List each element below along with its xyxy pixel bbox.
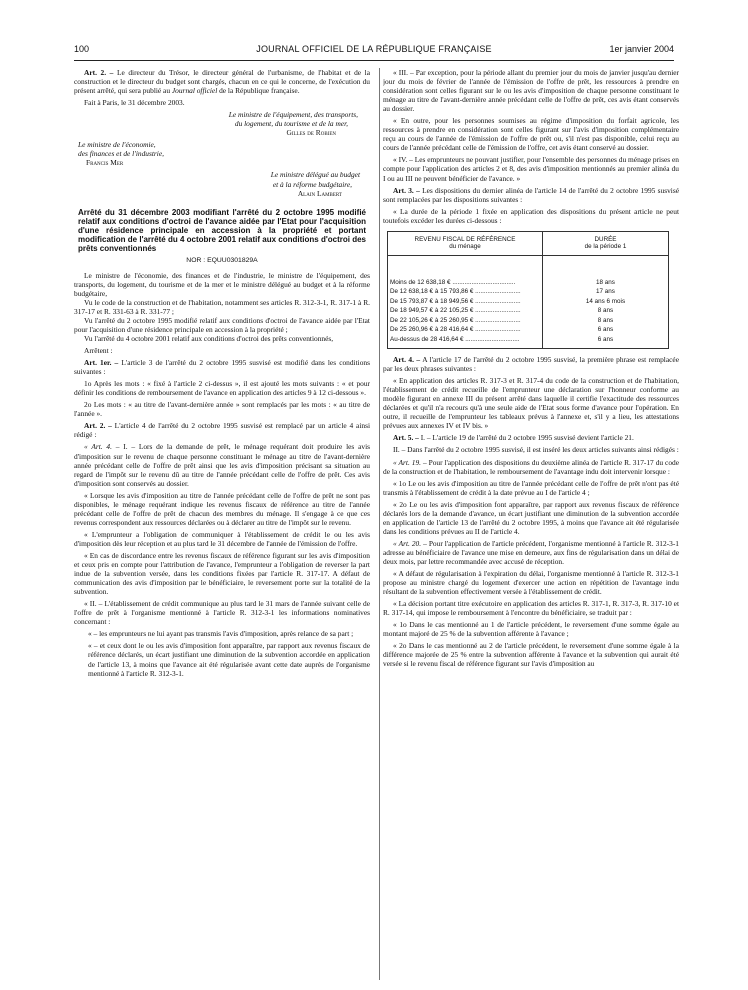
article-4-para-iii: « III. – Par exception, pour la période allant du premier jour du mois de janvier jusqu'au dernier jour du mois de février de l'année de l'émission de l'offre de prêt, les ressources à prendre en considération sont celles figurant sur le ou les avis d'imposition de chaque personne constituant le ménage au titre de l'avant-dernière année précédant celle de l'offre de prêt, ces avis étant conservés au dossier. (383, 68, 679, 114)
journal-title: JOURNAL OFFICIEL DE LA RÉPUBLIQUE FRANÇAISE (256, 44, 492, 54)
table-header-revenue: REVENU FISCAL DE RÉFÉRENCE du ménage (388, 231, 543, 255)
nor-reference: NOR : EQUU0301829A (186, 256, 258, 264)
table-row: De 25 260,96 € à 28 416,64 € .......................... 6 ans (388, 325, 669, 335)
article-4-para-3: « L'emprunteur a l'obligation de communiquer à l'établissement de crédit le ou les avis d'imposition dès leur réception et au plus tard le 31 décembre de l'année de l'émission de l'offre. (74, 529, 370, 548)
page-header (74, 44, 674, 58)
table-row: Au-dessus de 28 416,64 € ............................... 6 ans (388, 335, 669, 349)
article-5: Art. 5. – I. – L'article 19 de l'arrêté du 2 octobre 1995 susvisé devient l'article 21. (393, 433, 634, 443)
signature-block-1: Le ministre de l'équipement, des transports, du logement, du tourisme et de la mer, Gilles de Robien (228, 110, 358, 138)
signature-block-2: Le ministre de l'économie, des finances et de l'industrie, Francis Mer (78, 140, 164, 168)
signature-block-3: Le ministre délégué au budget et à la réforme budgétaire, Alain Lambert (270, 170, 360, 198)
article-4-para: « En application des articles R. 317-3 et R. 317-4 du code de la construction et de l'habitation, l'établissement de crédit recueille de l'emprunteur une déclaration sur l'honneur conforme au modèle figurant en annexe III du présent arrêté dans laquelle il certifie l'exactitude des ressources déclarées et qu'il n'a recours qu'à une seule aide de l'Etat sous forme d'avance pour l'opération. En outre, il recueille de l'emprunteur les tableaux prévus à l'annexe et, s'il y a lieu, les attestations prévues aux annexes IV et IV bis. » (383, 376, 679, 431)
issue-date: 1er janvier 2004 (609, 44, 674, 54)
article-3: Art. 3. – Les dispositions du dernier alinéa de l'article 14 de l'arrêté du 2 octobre 1995 susvisé sont remplacées par les dispositions suivantes : (383, 185, 679, 204)
article-4-para-2: « Lorsque les avis d'imposition au titre de l'année précédant celle de l'offre de prêt ne sont pas disponibles, le ménage requérant indique les revenus fiscaux de référence au titre de l'année précédant celle de l'offre de prêt de chacun des membres du ménage. Il s'engage à ce que ces revenus correspondent aux ressources déclarées ou à déclarer au titre de l'impôt sur le revenu. (74, 490, 370, 527)
article-5-para-ii: II. – Dans l'arrêté du 2 octobre 1995 susvisé, il est inséré les deux articles suivants ainsi rédigés : (393, 445, 679, 455)
right-column (383, 68, 679, 983)
list-item: « – les emprunteurs ne lui ayant pas transmis l'avis d'imposition, après relance de sa part ; (88, 629, 354, 639)
article-1: Art. 1er. – L'article 3 de l'arrêté du 2 octobre 1995 susvisé est modifié dans les conditions suivantes : (74, 358, 370, 377)
article-4-para-5: « II. – L'établissement de crédit communique au plus tard le 31 mars de l'année suivant celle de l'offre de prêt à l'organisme mentionné à l'article R. 312-3-1 les informations nominatives concernant : (74, 599, 370, 627)
arretent: Arrêtent : (84, 346, 113, 356)
article-19-item-2: « 2o Le ou les avis d'imposition font apparaître, par rapport aux revenus fiscaux de référence déclarés lors de la demande d'avance, un écart justifiant une diminution de la subvention accordée en application de l'article 13 de l'arrêté du 2 octobre 1995, à moins que l'avance ait été régularisée dans les conditions prévues au II de l'article 4. (383, 499, 679, 536)
article-4-new: « Art. 4. – I. – Lors de la demande de prêt, le ménage requérant doit produire les avis d'imposition sur le revenu de chaque personne constituant le ménage au titre de l'avant-dernière année précédant celle de l'offre de prêt ainsi que les avis d'imposition précisant sa situation au regard de l'impôt sur le revenu dû au titre de l'année précédant celle de l'offre de prêt. Ces avis d'imposition sont conservés au dossier. (74, 442, 370, 488)
article-4-para-iv: « IV. – Les emprunteurs ne pouvant justifier, pour l'ensemble des personnes du ménage prises en compte pour l'application des articles 2 et 8, des avis d'imposition mentionnés au premier alinéa du I ou au III ne peuvent bénéficier de l'avance. » (383, 155, 679, 183)
visa-3: Vu l'arrêté du 4 octobre 2001 relatif aux conditions d'octroi des prêts conventionnés, (84, 334, 334, 343)
visa-2: Vu l'arrêté du 2 octobre 1995 modifié relatif aux conditions d'octroi de l'avance aidée par l'Etat pour l'acquisition d'une résidence principale en accession à la propriété ; (74, 315, 370, 334)
page-number: 100 (74, 44, 90, 54)
article-1-item-1: 1o Après les mots : « fixé à l'article 2 ci-dessus », il est ajouté les mots suivants : « et pour définir les conditions de remboursement de l'avance en application des articles 9 à 12 ci-dessous ». (74, 379, 370, 398)
article-4-para-4: « En cas de discordance entre les revenus fiscaux de référence figurant sur les avis d'imposition et ceux pris en compte pour l'attribution de l'avance, l'emprunteur a l'obligation de reverser la part indue de la subvention versée, dans les conditions fixées par l'article R. 317-17. A défaut de communication des avis d'imposition par le bénéficiaire, le reversement porte sur la totalité de la subvention. (74, 550, 370, 597)
article-20-para-3: « La décision portant titre exécutoire en application des articles R. 317-1, R. 317-3, R. 317-10 et R. 317-14, qui impose le remboursement à l'encontre du bénéficiaire, se traduit par : (383, 599, 679, 618)
article-2-final: Art. 2. – Le directeur du Trésor, le directeur général de l'urbanisme, de l'habitat et de la construction et le directeur du budget sont chargés, chacun en ce qui le concerne, de l'exécution du présent arrêté, qui sera publié au Journal officiel de la République française. (74, 68, 370, 96)
article-3-para: « La durée de la période 1 fixée en application des dispositions du présent article ne peut toutefois excéder les durées ci-dessous : (383, 206, 679, 225)
article-20-item-2: « 2o Dans le cas mentionné au 2 de l'article précédent, le reversement d'une somme égale à la différence majorée de 25 % entre la subvention afférente à l'avance et la subvention qui aurait été versée si le revenu fiscal de référence figurant sur l'avis d'imposition au (383, 641, 679, 669)
article-2: Art. 2. – L'article 4 de l'arrêté du 2 octobre 1995 susvisé est remplacé par un article 4 ainsi rédigé : (74, 421, 370, 440)
fait-a-paris: Fait à Paris, le 31 décembre 2003. (84, 98, 185, 108)
decree-title: Arrêté du 31 décembre 2003 modifiant l'arrêté du 2 octobre 1995 modifié relatif aux conditions d'octroi de l'avance aidée par l'Etat pour l'acquisition d'une résidence principale en accession à la propriété et portant modification de l'arrêté du 4 octobre 2001 relatif aux conditions d'octroi des prêts conventionnés (78, 207, 366, 254)
table-header-duration: DURÉE de la période 1 (543, 231, 669, 255)
article-19-item-1: « 1o Le ou les avis d'imposition au titre de l'année précédant celle de l'offre de prêt n'ont pas été transmis à l'établissement de crédit à la date prévue au I de l'article 4 ; (383, 478, 679, 497)
table-row: De 12 638,18 € à 15 793,86 € .......................... 17 ans (388, 287, 669, 297)
table-row: De 22 105,26 € à 25 260,95 € .......................... 8 ans (388, 316, 669, 326)
list-item: « – et ceux dont le ou les avis d'imposition font apparaître, par rapport aux revenus fiscaux de référence déclarés, un écart justifiant une diminution de la subvention accordée en application de l'article 13, à moins que l'avance ait été régularisée avant cette date auprès de l'organisme mentionné à l'article R. 312-3-1. (88, 641, 370, 678)
article-20: « Art. 20. – Pour l'application de l'article précédent, l'organisme mentionné à l'article R. 312-3-1 adresse au bénéficiaire de l'avance une mise en demeure, aux fins de régularisation dans un délai de deux mois, par lettre recommandée avec accusé de réception. (383, 538, 679, 566)
article-4: Art. 4. – A l'article 17 de l'arrêté du 2 octobre 1995 susvisé, la première phrase est remplacée par les deux phrases suivantes : (383, 355, 679, 374)
visa-1: Vu le code de la construction et de l'habitation, notamment ses articles R. 312-3-1, R. 317-1 à R. 317-17 et R. 331-63 à R. 331-77 ; (74, 297, 370, 316)
table-row: De 18 949,57 € à 22 105,25 € .......................... 8 ans (388, 306, 669, 316)
table-row: De 15 793,87 € à 18 949,56 € .......................... 14 ans 6 mois (388, 297, 669, 307)
table-row: Moins de 12 638,18 € .................................... 18 ans (388, 255, 669, 287)
duration-table (387, 231, 669, 349)
article-20-para-2: « A défaut de régularisation à l'expiration du délai, l'organisme mentionné à l'article R. 312-3-1 propose au ministre chargé du logement d'exercer une action en répétition de l'avantage indu résultant de la subvention effectivement versée à l'établissement de crédit. (383, 569, 679, 597)
header-rule (74, 60, 674, 61)
article-19: « Art. 19. – Pour l'application des dispositions du deuxième alinéa de l'article R. 317-17 du code de la construction et de l'habitation, le remboursement de l'avantage indu doit intervenir lorsque : (383, 457, 679, 476)
article-4-para-forfait: « En outre, pour les personnes soumises au régime d'imposition du forfait agricole, les ressources à prendre en considération sont celles figurant sur l'avis d'imposition complémentaire reçu au cours de l'année de l'émission de l'offre de prêt ou, s'il n'est pas disponible, celui reçu au cours de l'année précédant celle de l'émission de l'offre, cet avis étant conservé au dossier. (383, 116, 679, 153)
article-1-item-2: 2o Les mots : « au titre de l'avant-dernière année » sont remplacés par les mots : « au titre de l'année ». (74, 400, 370, 419)
column-divider (379, 68, 380, 980)
left-column (74, 68, 370, 983)
preamble: Le ministre de l'économie, des finances et de l'industrie, le ministre de l'équipement, des transports, du logement, du tourisme et de la mer et le ministre délégué au budget et à la réforme budgétaire, (74, 270, 370, 298)
article-20-item-1: « 1o Dans le cas mentionné au 1 de l'article précédent, le reversement d'une somme égale au montant majoré de 25 % de la subvention afférente à l'avance ; (383, 620, 679, 639)
